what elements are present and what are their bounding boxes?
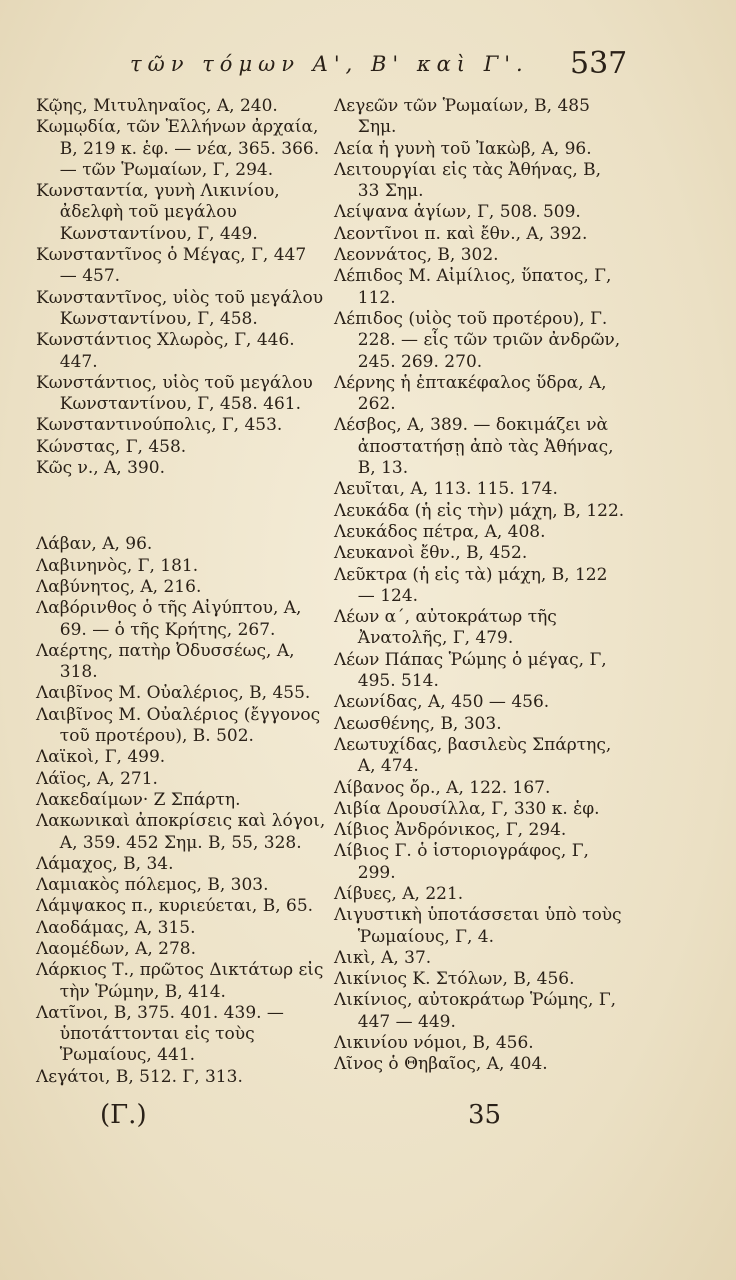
index-entry: Λίβυες, Α, 221. [334, 883, 464, 904]
index-entry: Λεωτυχίδας, βασιλεὺς Σπάρτης, Α, 474. [334, 734, 612, 777]
sheet-number: 35 [468, 1100, 502, 1130]
index-entry: Λεοντῖνοι π. καὶ ἔθν., Α, 392. [334, 223, 588, 244]
index-entry: Λευκάδος πέτρα, Α, 408. [334, 521, 546, 542]
index-entry: Λέρνης ἡ ἑπτακέφαλος ὕδρα, Α, 262. [334, 372, 607, 415]
page-number: 537 [570, 46, 628, 81]
index-entry: Λευκάδα (ἡ εἰς τὴν) μάχη, Β, 122. [334, 500, 625, 521]
index-entry: Λικίνιος, αὐτοκράτωρ Ῥώμης, Γ, 447 — 449. [334, 990, 617, 1032]
index-entry: Κῷης, Μιτυληναῖος, Α, 240. [36, 96, 278, 116]
page-header [0, 46, 736, 86]
index-entry: Λαιβῖνος Μ. Οὐαλέριος, Β, 455. [36, 683, 311, 704]
index-entry: Λέων α΄, αὐτοκράτωρ τῆς Ἀνατολῆς, Γ, 479. [334, 607, 557, 649]
index-entry: Λαϊκοὶ, Γ, 499. [36, 747, 166, 768]
index-entry: Λάμαχος, Β, 34. [36, 853, 174, 874]
index-entry: Λέσβος, Α, 389. — δοκιμάζει νὰ ἀποστατήσῃ ἀπὸ τὰς Ἀθήνας, Β, 13. [334, 415, 614, 479]
index-entry: Κῶς ν., Α, 390. [36, 458, 165, 479]
index-entry: Λάβαν, Α, 96. [36, 534, 153, 555]
index-entry: Λικὶ, Α, 37. [334, 947, 432, 968]
index-entry: Λευκανοὶ ἔθν., Β, 452. [334, 543, 528, 564]
index-entry: Λεγεῶν τῶν Ῥωμαίων, Β, 485 Σημ. [334, 96, 590, 138]
index-entry: Λεῦκτρα (ἡ εἰς τὰ) μάχη, Β, 122 — 124. [334, 564, 608, 606]
index-entry: Κωνσταντινούπολις, Γ, 453. [36, 415, 283, 436]
index-entry: Λειτουργίαι εἰς τὰς Ἀθήνας, Β, 33 Σημ. [334, 159, 602, 202]
index-entry: Λαομέδων, Α, 278. [36, 938, 197, 959]
index-entry: Λέπιδος Μ. Αἰμίλιος, ὕπατος, Γ, 112. [334, 266, 612, 308]
index-entry: Λεωσθένης, Β, 303. [334, 713, 502, 734]
index-entry: Κωνσταντῖνος ὁ Μέγας, Γ, 447 — 457. [36, 245, 307, 287]
index-entry: Κωνστάντιος, υἱὸς τοῦ μεγάλου Κωνσταντίνου, Γ, 458. 461. [36, 372, 313, 415]
index-entry: Λαμιακὸς πόλεμος, Β, 303. [36, 875, 269, 896]
index-entry: Λιβία Δρουσίλλα, Γ, 330 κ. ἑφ. [334, 798, 600, 819]
index-entry: Λεοννάτος, Β, 302. [334, 245, 499, 266]
index-entry: Λάρκιος Τ., πρῶτος Δικτάτωρ εἰς τὴν Ῥώμην, Β, 414. [36, 960, 324, 1002]
index-entry: Λάϊος, Α, 271. [36, 768, 158, 789]
index-entry: Λῖνος ὁ Θηβαῖος, Α, 404. [334, 1054, 548, 1075]
index-entry: Λαβόρινθος ὁ τῆς Αἰγύπτου, Α, 69. — ὁ τῆς Κρήτης, 267. [36, 598, 302, 640]
index-entry: Λέων Πάπας Ῥώμης ὁ μέγας, Γ, 495. 514. [334, 649, 607, 692]
index-entry: Λευῖται, Α, 113. 115. 174. [334, 479, 558, 500]
gathering-signature: (Γ.) [100, 1100, 147, 1130]
page-footer [0, 1100, 736, 1140]
index-column-right [334, 96, 626, 1076]
index-entry: Λαοδάμας, Α, 315. [36, 917, 196, 938]
running-title: τῶν τόμων Α', Β' καὶ Γ'. [130, 52, 529, 76]
index-entry: Κωνσταντία, γυνὴ Λικινίου, ἀδελφὴ τοῦ μεγάλου Κωνσταντίνου, Γ, 449. [36, 181, 280, 244]
index-entry: Κωνσταντῖνος, υἱὸς τοῦ μεγάλου Κωνσταντίνου, Γ, 458. [36, 287, 324, 329]
index-entry: Κώνστας, Γ, 458. [36, 436, 187, 457]
index-entry: Λακωνικαὶ ἀποκρίσεις καὶ λόγοι, Α, 359. 452 Σημ. Β, 55, 328. [36, 811, 326, 853]
index-entry: Λάμψακος π., κυριεύεται, Β, 65. [36, 896, 314, 917]
index-entry: Κωμῳδία, τῶν Ἑλλήνων ἀρχαία, Β, 219 κ. ἑφ. — νέα, 365. 366. — τῶν Ῥωμαίων, Γ, 294. [36, 117, 320, 180]
index-entry: Λατῖνοι, Β, 375. 401. 439. — ὑποτάττονται εἰς τοὺς Ῥωμαίους, 441. [36, 1002, 284, 1066]
index-entry: Λίβιος Γ. ὁ ἱστοριογράφος, Γ, 299. [334, 841, 589, 883]
index-entry: Λεωνίδας, Α, 450 — 456. [334, 692, 550, 713]
index-column-left [36, 96, 328, 1088]
index-entry: Λικίνιος Κ. Στόλων, Β, 456. [334, 969, 575, 990]
index-entry: Λακεδαίμων· Ζ Σπάρτη. [36, 789, 241, 810]
index-entry: Λείψανα ἁγίων, Γ, 508. 509. [334, 202, 581, 223]
index-entry: Λαβύνητος, Α, 216. [36, 576, 202, 597]
index-entry: Λεγάτοι, Β, 512. Γ, 313. [36, 1066, 243, 1087]
index-entry: Λικινίου νόμοι, Β, 456. [334, 1033, 534, 1054]
index-entry: Λίβανος ὄρ., Α, 122. 167. [334, 777, 551, 798]
index-entry: Λαιβῖνος Μ. Οὐαλέριος (ἔγγονος τοῦ προτέρου), Β. 502. [36, 704, 321, 747]
index-entry: Λεία ἡ γυνὴ τοῦ Ἰακὼβ, Α, 96. [334, 138, 592, 159]
index-entry: Λαβινηνὸς, Γ, 181. [36, 555, 199, 576]
index-entry: Λαέρτης, πατὴρ Ὀδυσσέως, Α, 318. [36, 640, 295, 683]
index-entry: Λέπιδος (υἱὸς τοῦ προτέρου), Γ. 228. — εἷς τῶν τριῶν ἀνδρῶν, 245. 269. 270. [334, 308, 621, 372]
index-entry: Λιγυστικὴ ὑποτάσσεται ὑπὸ τοὺς Ῥωμαίους, Γ, 4. [334, 905, 622, 947]
index-entry: Κωνστάντιος Χλωρὸς, Γ, 446. 447. [36, 330, 295, 372]
section-gap [36, 496, 328, 517]
index-entry: Λίβιος Ἀνδρόνικος, Γ, 294. [334, 820, 567, 841]
